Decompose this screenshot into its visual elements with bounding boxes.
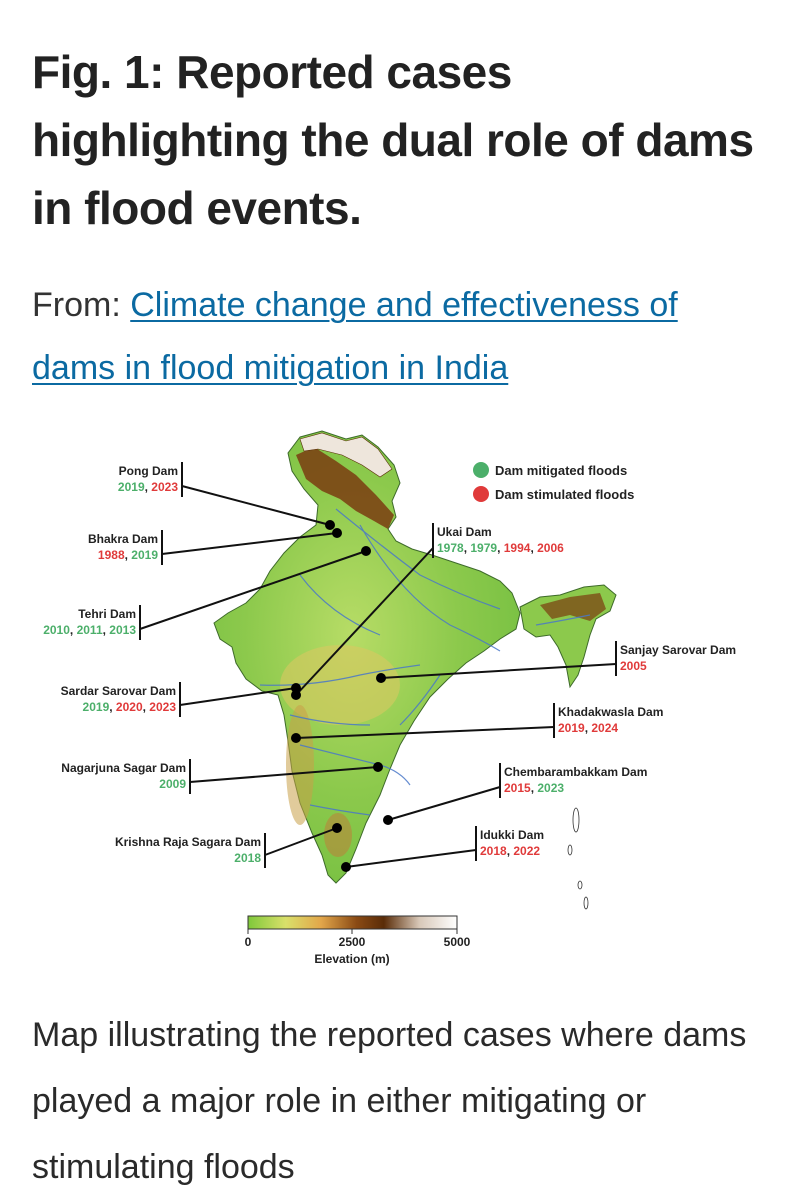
tehri-dam-label xyxy=(43,605,140,640)
from-label: From: xyxy=(32,286,121,324)
khadakwasla-dam-year-2024: 2024 xyxy=(591,721,619,735)
idukki-dam-year-2018: 2018 xyxy=(480,844,507,858)
pong-dam-year-2019: 2019 xyxy=(117,480,145,494)
krishna-raja-sagara-dam-years xyxy=(234,851,261,865)
chembarambakkam-dam-label xyxy=(500,763,647,798)
bhakra-dam-year-2019: 2019 xyxy=(131,548,158,562)
colorbar-tick-5000: 5000 xyxy=(443,935,471,949)
chembarambakkam-dam-year-2023: 2023 xyxy=(537,781,565,795)
map-legend xyxy=(473,462,634,502)
idukki-dam-name: Idukki Dam xyxy=(480,828,545,842)
krishna-raja-sagara-dam-year-2018: 2018 xyxy=(234,851,261,865)
tehri-dam-years xyxy=(43,623,136,637)
ukai-dam-label xyxy=(433,523,564,558)
mitigated-legend-marker xyxy=(473,462,489,478)
nagarjuna-sagar-dam-year-2009: 2009 xyxy=(159,777,186,791)
nagarjuna-sagar-dam-point[interactable] xyxy=(373,762,383,772)
colorbar-tick-2500: 2500 xyxy=(338,935,366,949)
bhakra-dam-years xyxy=(98,548,158,562)
year-separator: , xyxy=(102,623,110,637)
chembarambakkam-dam-years xyxy=(504,781,564,795)
year-separator: , xyxy=(530,781,538,795)
khadakwasla-dam-name: Khadakwasla Dam xyxy=(558,705,664,719)
tehri-dam-name: Tehri Dam xyxy=(78,607,136,621)
ukai-dam-year-1994: 1994 xyxy=(503,541,531,555)
nagarjuna-sagar-dam-label xyxy=(61,759,190,794)
stimulated-legend-marker xyxy=(473,486,489,502)
khadakwasla-dam-year-2019: 2019 xyxy=(558,721,585,735)
nagarjuna-sagar-dam-name: Nagarjuna Sagar Dam xyxy=(61,761,186,775)
sanjay-sarovar-dam-name: Sanjay Sarovar Dam xyxy=(620,643,737,657)
colorbar-gradient xyxy=(248,916,457,929)
pong-dam-label xyxy=(118,462,182,497)
india-dams-map-figure xyxy=(0,425,792,985)
khadakwasla-dam-label xyxy=(554,703,663,738)
sanjay-sarovar-dam-years xyxy=(620,659,647,673)
year-separator: , xyxy=(124,548,132,562)
year-separator: , xyxy=(506,844,514,858)
pong-dam-point[interactable] xyxy=(325,520,335,530)
bhakra-dam-label xyxy=(88,530,162,565)
source-line xyxy=(32,274,762,400)
year-separator: , xyxy=(497,541,504,555)
pong-dam-years xyxy=(118,480,178,494)
elevation-colorbar xyxy=(245,916,471,966)
idukki-dam-year-2022: 2022 xyxy=(513,844,541,858)
figure-title: Fig. 1: Reported cases highlighting the dual role of dams in flood events. xyxy=(32,46,754,234)
pong-dam-name: Pong Dam xyxy=(118,464,178,478)
andaman-islands xyxy=(568,808,588,909)
mitigated-legend-label: Dam mitigated floods xyxy=(495,463,628,478)
year-separator: , xyxy=(584,721,592,735)
ukai-dam-years xyxy=(437,541,564,555)
idukki-dam-label xyxy=(476,826,544,861)
bhakra-dam-point[interactable] xyxy=(332,528,342,538)
stimulated-legend-label: Dam stimulated floods xyxy=(495,487,635,502)
sardar-sarovar-dam-year-2020: 2020 xyxy=(115,700,143,714)
nagarjuna-sagar-dam-years xyxy=(159,777,186,791)
sardar-sarovar-dam-year-2023: 2023 xyxy=(149,700,176,714)
tehri-dam-point[interactable] xyxy=(361,546,371,556)
khadakwasla-dam-point[interactable] xyxy=(291,733,301,743)
figure-caption: Map illustrating the reported cases where dams played a major role in either mitigating or stimulating floods xyxy=(32,1016,747,1186)
ukai-dam-year-1978: 1978 xyxy=(437,541,464,555)
bhakra-dam-year-1988: 1988 xyxy=(97,548,125,562)
ukai-dam-name: Ukai Dam xyxy=(437,525,492,539)
tehri-dam-year-2010: 2010 xyxy=(43,623,70,637)
sardar-sarovar-dam-year-2019: 2019 xyxy=(82,700,110,714)
chembarambakkam-dam-point[interactable] xyxy=(383,815,393,825)
idukki-dam-point[interactable] xyxy=(341,862,351,872)
year-separator: , xyxy=(109,700,116,714)
year-separator: , xyxy=(530,541,538,555)
krishna-raja-sagara-dam-label xyxy=(115,833,265,868)
tehri-dam-year-2011: 2011 xyxy=(76,623,103,637)
bhakra-dam-name: Bhakra Dam xyxy=(87,532,158,546)
idukki-dam-years xyxy=(480,844,540,858)
chembarambakkam-dam-year-2015: 2015 xyxy=(504,781,531,795)
colorbar-title: Elevation (m) xyxy=(314,952,390,966)
sanjay-sarovar-dam-label xyxy=(616,641,736,676)
khadakwasla-dam-years xyxy=(558,721,618,735)
sardar-sarovar-dam-label xyxy=(61,682,180,717)
tehri-dam-year-2013: 2013 xyxy=(109,623,136,637)
year-separator: , xyxy=(463,541,471,555)
year-separator: , xyxy=(69,623,77,637)
pong-dam-year-2023: 2023 xyxy=(151,480,178,494)
sanjay-sarovar-dam-year-2005: 2005 xyxy=(620,659,647,673)
colorbar-tick-0: 0 xyxy=(244,935,252,949)
ukai-dam-year-1979: 1979 xyxy=(470,541,498,555)
sardar-sarovar-dam-years xyxy=(83,700,177,714)
western-ghats xyxy=(286,705,314,825)
sardar-sarovar-dam-name: Sardar Sarovar Dam xyxy=(60,684,176,698)
chembarambakkam-dam-name: Chembarambakkam Dam xyxy=(504,765,648,779)
source-article-link[interactable]: Climate change and effectiveness of dams in flood mitigation in India xyxy=(32,286,678,387)
india-map xyxy=(214,431,619,909)
krishna-raja-sagara-dam-name: Krishna Raja Sagara Dam xyxy=(114,835,261,849)
ukai-dam-point[interactable] xyxy=(291,690,301,700)
year-separator: , xyxy=(144,480,152,494)
year-separator: , xyxy=(142,700,150,714)
sanjay-sarovar-dam-point[interactable] xyxy=(376,673,386,683)
southern-hills xyxy=(324,813,352,857)
ukai-dam-year-2006: 2006 xyxy=(537,541,564,555)
krishna-raja-sagara-dam-point[interactable] xyxy=(332,823,342,833)
